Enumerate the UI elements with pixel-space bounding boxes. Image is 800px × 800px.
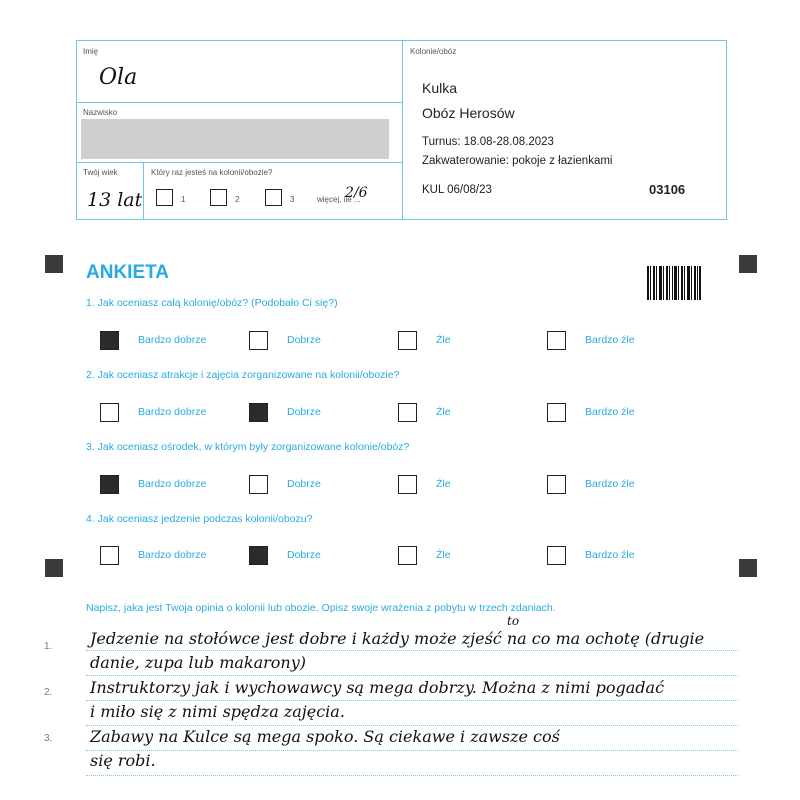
visit-count-checkbox-2[interactable] bbox=[210, 189, 227, 206]
answer-label: Bardzo źle bbox=[585, 406, 635, 418]
handwritten-line-3[interactable]: Instruktorzy jak i wychowawcy są mega dobrzy. Można z nimi pogadać bbox=[90, 678, 665, 697]
writing-line bbox=[86, 725, 738, 726]
sentence-number: 2. bbox=[44, 687, 53, 698]
answer-label: Bardzo źle bbox=[585, 478, 635, 490]
answer-label: Źle bbox=[436, 549, 451, 561]
question-2-answer-4-checkbox[interactable] bbox=[547, 403, 566, 422]
question-2-answer-2-checkbox[interactable] bbox=[249, 403, 268, 422]
answer-label: Bardzo źle bbox=[585, 334, 635, 346]
answer-label: Bardzo dobrze bbox=[138, 478, 207, 490]
visit-count-checkbox-1[interactable] bbox=[156, 189, 173, 206]
question-4-answer-1-checkbox[interactable] bbox=[100, 546, 119, 565]
writing-line bbox=[86, 750, 738, 751]
kolonie-label: Kolonie/obóz bbox=[410, 47, 457, 56]
wiek-value[interactable]: 13 lat bbox=[87, 189, 143, 211]
option-label: 1 bbox=[181, 195, 186, 204]
registration-marker bbox=[739, 559, 757, 577]
question-1-answer-4-checkbox[interactable] bbox=[547, 331, 566, 350]
question-4-answer-4-checkbox[interactable] bbox=[547, 546, 566, 565]
turnus: Turnus: 18.08-28.08.2023 bbox=[422, 136, 554, 148]
question-3-answer-1-checkbox[interactable] bbox=[100, 475, 119, 494]
question-3-answer-4-checkbox[interactable] bbox=[547, 475, 566, 494]
answer-label: Dobrze bbox=[287, 334, 321, 346]
question-4-text: 4. Jak oceniasz jedzenie podczas kolonii/obozu? bbox=[86, 513, 313, 525]
handwritten-line-1[interactable]: Jedzenie na stołówce jest dobre i każdy może zjeść na co ma ochotę (drugie bbox=[90, 629, 705, 648]
visit-count-checkbox-3[interactable] bbox=[265, 189, 282, 206]
question-4-answer-2-checkbox[interactable] bbox=[249, 546, 268, 565]
handwritten-line-4[interactable]: i miło się z nimi spędza zajęcia. bbox=[90, 702, 345, 721]
camp-code: KUL 06/08/23 bbox=[422, 184, 492, 196]
writing-line bbox=[86, 775, 738, 776]
question-2-text: 2. Jak oceniasz atrakcje i zajęcia zorganizowane na kolonii/obozie? bbox=[86, 369, 400, 381]
answer-label: Źle bbox=[436, 406, 451, 418]
writing-line bbox=[86, 675, 738, 676]
camp-subtitle: Obóz Herosów bbox=[422, 105, 515, 121]
sentence-number: 1. bbox=[44, 641, 53, 652]
answer-label: Źle bbox=[436, 478, 451, 490]
wiecej-value[interactable]: 2/6 bbox=[345, 185, 368, 201]
imie-label: Imię bbox=[83, 47, 99, 56]
ktory-raz-label: Który raz jesteś na kolonii/obozie? bbox=[151, 168, 273, 177]
question-4-answer-3-checkbox[interactable] bbox=[398, 546, 417, 565]
personal-info-form bbox=[76, 40, 727, 220]
wiek-label: Twój wiek bbox=[83, 168, 118, 177]
question-3-answer-3-checkbox[interactable] bbox=[398, 475, 417, 494]
handwritten-line-5[interactable]: Zabawy na Kulce są mega spoko. Są ciekawe i zawsze coś bbox=[90, 727, 560, 746]
writing-line bbox=[86, 700, 738, 701]
answer-label: Bardzo dobrze bbox=[138, 334, 207, 346]
question-1-answer-3-checkbox[interactable] bbox=[398, 331, 417, 350]
handwritten-insertion: to bbox=[507, 614, 520, 628]
barcode bbox=[647, 266, 701, 300]
answer-label: Źle bbox=[436, 334, 451, 346]
survey-title: ANKIETA bbox=[86, 262, 170, 283]
registration-marker bbox=[45, 559, 63, 577]
form-line bbox=[77, 102, 403, 103]
question-3-answer-2-checkbox[interactable] bbox=[249, 475, 268, 494]
barcode-graphic bbox=[647, 266, 701, 300]
imie-value[interactable]: Ola bbox=[99, 65, 138, 90]
zakwaterowanie: Zakwaterowanie: pokoje z łazienkami bbox=[422, 155, 613, 167]
nazwisko-label: Nazwisko bbox=[83, 108, 118, 117]
form-divider bbox=[402, 41, 403, 219]
question-1-answer-2-checkbox[interactable] bbox=[249, 331, 268, 350]
registration-marker bbox=[739, 255, 757, 273]
form-line bbox=[143, 162, 144, 220]
camp-name: Kulka bbox=[422, 80, 458, 96]
answer-label: Bardzo dobrze bbox=[138, 406, 207, 418]
handwritten-line-6[interactable]: się robi. bbox=[90, 751, 156, 770]
writing-line bbox=[86, 650, 738, 651]
answer-label: Dobrze bbox=[287, 549, 321, 561]
wiecej-label: więcej, ile ... bbox=[317, 195, 361, 204]
registration-marker bbox=[45, 255, 63, 273]
sentence-number: 3. bbox=[44, 733, 53, 744]
handwritten-line-2[interactable]: danie, zupa lub makarony) bbox=[90, 653, 307, 672]
question-1-text: 1. Jak oceniasz całą kolonię/obóz? (Podobało Ci się?) bbox=[86, 297, 338, 309]
option-label: 2 bbox=[235, 195, 240, 204]
question-3-text: 3. Jak oceniasz ośrodek, w którym były zorganizowane kolonie/obóz? bbox=[86, 441, 410, 453]
question-2-answer-3-checkbox[interactable] bbox=[398, 403, 417, 422]
option-label: 3 bbox=[290, 195, 295, 204]
question-2-answer-1-checkbox[interactable] bbox=[100, 403, 119, 422]
opinion-prompt: Napisz, jaka jest Twoja opinia o kolonii lub obozie. Opisz swoje wrażenia z pobytu w trzech zdaniach. bbox=[86, 602, 556, 614]
form-line bbox=[77, 162, 403, 163]
redacted-surname bbox=[81, 119, 389, 159]
question-1-answer-1-checkbox[interactable] bbox=[100, 331, 119, 350]
answer-label: Dobrze bbox=[287, 406, 321, 418]
form-number: 03106 bbox=[649, 182, 686, 197]
answer-label: Bardzo źle bbox=[585, 549, 635, 561]
answer-label: Bardzo dobrze bbox=[138, 549, 207, 561]
answer-label: Dobrze bbox=[287, 478, 321, 490]
